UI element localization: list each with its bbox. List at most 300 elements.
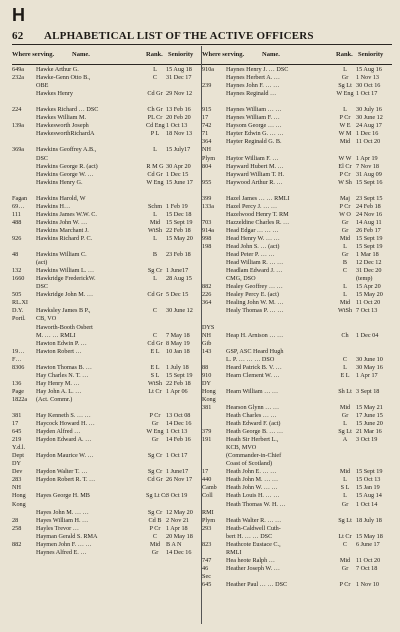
where-cell: RMI: [202, 508, 214, 516]
rank-cell: L: [343, 492, 347, 500]
seniority-cell: 15 May 20: [356, 291, 383, 299]
name-cell: Heather Joseph W. …: [226, 564, 280, 572]
name-cell: Hayes William H. …: [36, 516, 89, 524]
rank-cell: El Cr: [338, 162, 352, 170]
seniority-cell: 30 July 16: [356, 106, 382, 114]
where-cell: 882: [12, 540, 22, 548]
where-cell: NH: [12, 484, 21, 492]
list-row: [202, 251, 392, 259]
where-cell: NH: [202, 146, 211, 154]
seniority-cell: 1 June17: [166, 468, 189, 476]
seniority-cell: 30 May 16: [356, 363, 383, 371]
name-cell: Heath Sir Herbert L.,: [226, 436, 279, 444]
rank-cell: P Cr: [339, 170, 351, 178]
name-cell: Hawksley James B P.,: [36, 307, 91, 315]
name-cell: Hawkins George R. (act): [36, 162, 98, 170]
seniority-cell: B A N: [166, 540, 182, 548]
seniority-cell: 8 May 19: [166, 339, 190, 347]
list-row: [12, 203, 202, 211]
rank-cell: W W: [338, 154, 352, 162]
rank-cell: Sg Cr: [147, 468, 163, 476]
where-cell: 823: [202, 540, 212, 548]
seniority-cell: 20 Feb 20: [166, 114, 191, 122]
rank-cell: Schm: [147, 202, 163, 210]
list-row: [202, 235, 392, 243]
name-cell: Hazelwood Henry T. RM: [226, 210, 289, 218]
seniority-cell: 1 Apr 18: [166, 524, 188, 532]
name-cell: Hay Henry M. …: [36, 379, 80, 387]
seniority-cell: 24 Feb 18: [356, 202, 381, 210]
name-cell: Hawkridge FrederickW.: [36, 275, 96, 283]
seniority-cell: 1 Apr 06: [166, 387, 188, 395]
list-row: [12, 372, 202, 380]
name-cell: Hearson Glynn … …: [226, 403, 280, 411]
where-cell: Portl.: [12, 315, 26, 323]
name-cell: Haysom George … …: [226, 122, 282, 130]
seniority-cell: 13 Oct 08: [166, 412, 191, 420]
where-cell: Plym: [202, 516, 216, 524]
seniority-cell: 20 May 18: [166, 532, 193, 540]
list-row: [12, 74, 202, 82]
col-header-seniority-2: Seniority: [358, 51, 384, 58]
where-cell: 48: [12, 251, 19, 259]
list-row: [202, 227, 392, 235]
name-cell: Headlam Edward J. …: [226, 267, 283, 275]
name-cell: Hawkridge John M. …: [36, 291, 94, 299]
seniority-cell: 15 Aug 16: [356, 66, 382, 73]
list-row: [12, 146, 202, 154]
seniority-cell: 22 Feb 18: [166, 226, 191, 234]
name-cell: Coast of Scotland): [226, 460, 273, 468]
list-row: [12, 509, 202, 517]
list-row: [202, 444, 392, 452]
rank-cell: C: [152, 331, 158, 339]
where-cell: 804: [202, 162, 212, 170]
list-row: [202, 468, 392, 476]
name-cell: Hawton Robert …: [36, 347, 82, 355]
list-row: [12, 283, 202, 291]
seniority-cell: 1 Dec 15: [166, 170, 189, 178]
list-row: [202, 219, 392, 227]
where-cell: 910a: [202, 66, 215, 73]
name-cell: CB, VO: [36, 315, 57, 323]
rank-cell: Mid: [339, 468, 351, 476]
list-row: [12, 275, 202, 283]
list-row: [202, 171, 392, 179]
list-row: [12, 66, 202, 74]
rank-cell: Cd B: [148, 516, 162, 524]
where-cell: Sec: [202, 572, 211, 580]
seniority-cell: 30 Apr 20: [166, 162, 191, 170]
where-cell: 88: [202, 363, 209, 371]
where-cell: 645: [202, 581, 212, 588]
where-cell: 71: [202, 130, 209, 138]
name-cell: DSC: [36, 283, 49, 291]
name-cell: Hawkins Henry G.: [36, 178, 83, 186]
name-cell: Haynes Reginald …: [226, 90, 277, 98]
list-row: [12, 356, 202, 364]
name-cell: Haydon Walter T. …: [36, 468, 88, 476]
where-cell: 440: [202, 476, 212, 484]
name-cell: Healing John W. M. …: [226, 299, 284, 307]
list-row: [12, 452, 202, 460]
seniority-cell: 15 Oct 13: [356, 476, 381, 484]
list-row: [12, 517, 202, 525]
col-header-name-2: Name.: [262, 51, 280, 58]
seniority-cell: 24 Nov 16: [356, 210, 383, 218]
where-cell: 111: [12, 210, 21, 218]
name-cell: Hayter Reginald G. B.: [226, 138, 282, 146]
seniority-cell: 30 June 10: [356, 355, 383, 363]
where-cell: Hong: [12, 492, 26, 500]
list-row: [12, 235, 202, 243]
seniority-cell: (temp): [356, 275, 373, 283]
list-row: [202, 122, 392, 130]
rank-cell: Gr: [341, 500, 349, 508]
seniority-cell: 15 Sept 19: [166, 218, 193, 226]
list-row: [12, 348, 202, 356]
seniority-cell: 15 June 20: [356, 420, 383, 428]
name-cell: Haydon Edward A. …: [36, 436, 92, 444]
rank-cell: L: [343, 363, 347, 371]
where-cell: 364: [202, 299, 212, 307]
seniority-cell: 23 Sept 15: [356, 194, 383, 202]
list-row: [202, 492, 392, 500]
seniority-cell: 1 Oct 17: [166, 452, 188, 460]
seniority-cell: 15 Sept 19: [356, 243, 383, 251]
list-row: [202, 66, 392, 74]
rank-cell: P Cr: [149, 524, 161, 532]
name-cell: Heath John W. … …: [226, 484, 278, 492]
list-row: [202, 163, 392, 171]
where-cell: 649a: [12, 66, 25, 73]
seniority-cell: 11 Oct 20: [356, 299, 381, 307]
where-cell: 219: [12, 436, 22, 444]
rank-cell: Gr: [151, 436, 159, 444]
name-cell: RMLI: [226, 548, 242, 556]
list-row: [12, 364, 202, 372]
rank-cell: A: [342, 436, 348, 444]
where-cell: 136: [12, 379, 22, 387]
seniority-cell: 23 Feb 18: [166, 251, 191, 259]
rank-cell: Cd Gr: [147, 339, 163, 347]
seniority-cell: 21 Mar 16: [356, 428, 382, 436]
rank-cell: Mid: [339, 234, 351, 242]
seniority-cell: 24 Aug 17: [356, 122, 382, 130]
rank-cell: L: [153, 275, 157, 283]
list-row: [202, 179, 392, 187]
name-cell: Head Edgar … … …: [226, 226, 279, 234]
seniority-cell: 31 Dec 20: [356, 267, 382, 275]
where-cell: 17: [202, 468, 209, 476]
name-cell: Hawkins Marchant J.: [36, 226, 89, 234]
rank-cell: Ch Gr: [147, 106, 163, 114]
rank-cell: B: [152, 251, 158, 259]
seniority-cell: 6 June 17: [356, 540, 380, 548]
list-row: [12, 163, 202, 171]
name-cell: Haywood Arthur R. …: [226, 178, 283, 186]
list-row: [202, 501, 392, 509]
list-row: [12, 412, 202, 420]
seniority-cell: 3 Oct 19: [166, 492, 188, 500]
where-cell: 703: [202, 218, 212, 226]
seniority-cell: 12 May 20: [166, 508, 193, 516]
list-row: [12, 332, 202, 340]
list-row: [202, 291, 392, 299]
rank-cell: W Eng: [146, 428, 164, 436]
list-row: [12, 267, 202, 275]
name-cell: Haycock Howard H. …: [36, 420, 95, 428]
rank-cell: P Cr: [339, 202, 351, 210]
seniority-cell: 15 May 20: [166, 234, 193, 242]
list-row: [12, 307, 202, 315]
seniority-cell: 7 May 18: [166, 331, 190, 339]
where-cell: 882: [202, 283, 212, 291]
rank-cell: WtSh: [147, 226, 163, 234]
where-cell: 28: [12, 516, 19, 524]
name-cell: Heath Louis H. … …: [226, 492, 280, 500]
name-cell: Heath John E. … …: [226, 468, 277, 476]
where-cell: DYS: [202, 323, 215, 331]
where-cell: 69…: [12, 202, 25, 210]
name-cell: Head Peter P. … …: [226, 251, 275, 259]
rank-cell: WtSh: [147, 379, 163, 387]
list-row: [202, 541, 392, 549]
name-cell: Hawkins William L. …: [36, 267, 95, 275]
seniority-cell: 1 Oct 14: [356, 500, 378, 508]
where-cell: 1660: [12, 275, 25, 283]
rank-cell: C: [152, 307, 158, 315]
list-row: [12, 484, 202, 492]
rank-cell: Mid: [339, 299, 351, 307]
rank-cell: C: [342, 355, 348, 363]
seniority-cell: 15 Jan 19: [356, 484, 380, 492]
where-cell: 998: [202, 234, 212, 242]
name-cell: Hawkins H…: [36, 202, 71, 210]
where-cell: 645: [12, 428, 22, 436]
name-cell: Heap H. Arnison … …: [226, 331, 284, 339]
where-cell: 914a: [202, 226, 215, 234]
name-cell: GSP, ASC Heard Hugh: [226, 347, 284, 355]
name-cell: Hawkins Harold, W: [36, 194, 86, 202]
rank-cell: P Cr: [339, 114, 351, 122]
rank-cell: C: [342, 540, 348, 548]
list-row: [202, 509, 392, 517]
where-cell: 283: [12, 476, 22, 484]
seniority-cell: 1 Feb 19: [166, 202, 188, 210]
list-row: [202, 356, 392, 364]
rank-cell: L: [343, 476, 347, 484]
rank-cell: E L: [150, 363, 160, 371]
name-cell: Hayles Trevor …: [36, 524, 79, 532]
seniority-cell: 1 Oct 13: [166, 122, 188, 130]
where-cell: Y.d.l.: [12, 444, 26, 452]
list-row: [12, 549, 202, 557]
list-row: [12, 444, 202, 452]
rank-cell: Mid: [339, 403, 351, 411]
where-cell: Gib: [202, 339, 212, 347]
where-cell: Kong: [202, 395, 216, 403]
rank-cell: Sg Lt: [338, 428, 352, 436]
list-row: [12, 179, 202, 187]
seniority-cell: 7 Nov 18: [356, 162, 380, 170]
name-cell: Healey Percy E. (act): [226, 291, 279, 299]
list-row: [202, 315, 392, 323]
where-cell: 926: [12, 234, 22, 242]
list-row: [202, 307, 392, 315]
col-header-name: Name.: [72, 51, 90, 58]
name-cell: (Commander-in-Chief: [226, 452, 282, 460]
rank-cell: W O: [339, 210, 351, 218]
name-cell: Hawton Thomas B. …: [36, 363, 92, 371]
list-row: [12, 428, 202, 436]
where-cell: Plym: [202, 154, 216, 162]
list-row: [12, 187, 202, 195]
name-cell: Hay Charles N. T. …: [36, 371, 89, 379]
list-row: [202, 74, 392, 82]
name-cell: Haynes William F. …: [226, 114, 280, 122]
seniority-cell: 1 Mar 18: [356, 251, 379, 259]
list-row: [202, 404, 392, 412]
rank-cell: Mid: [339, 138, 351, 146]
list-row: [202, 106, 392, 114]
list-row: [202, 364, 392, 372]
where-cell: 224: [12, 106, 22, 114]
rank-cell: Cd Gr: [147, 170, 163, 178]
where-cell: 46: [202, 564, 209, 572]
where-cell: 369a: [12, 146, 25, 154]
list-row: [202, 146, 392, 154]
name-cell: Healy Thomas P. … …: [226, 307, 284, 315]
rank-cell: P L: [150, 130, 160, 138]
rank-cell: Maj: [340, 194, 350, 202]
header-rule: [12, 44, 392, 45]
seniority-cell: 1 Dec 16: [356, 130, 379, 138]
list-row: [202, 372, 392, 380]
list-row: [202, 195, 392, 203]
list-row: [12, 404, 202, 412]
rank-cell: W Sh: [338, 178, 352, 186]
rank-cell: Gr: [341, 564, 349, 572]
list-row: [202, 187, 392, 195]
name-cell: DSC: [36, 154, 49, 162]
list-row: [202, 436, 392, 444]
seniority-cell: 15 May 18: [356, 532, 383, 540]
left-column: [12, 66, 202, 557]
list-row: [12, 468, 202, 476]
seniority-cell: 22 Feb 18: [166, 379, 191, 387]
where-cell: 910: [202, 371, 212, 379]
seniority-cell: 14 Feb 16: [166, 436, 191, 444]
name-cell: bert H. … … DSC: [226, 532, 273, 540]
column-headers: [12, 46, 392, 65]
list-row: [202, 243, 392, 251]
list-row: [202, 517, 392, 525]
name-cell: Heathcote Eustace C.,: [226, 540, 281, 548]
where-cell: Kong: [12, 500, 26, 508]
where-cell: 381: [12, 412, 22, 420]
list-row: [202, 484, 392, 492]
seniority-cell: 10 Jan 18: [166, 347, 190, 355]
list-row: [202, 324, 392, 332]
seniority-cell: 14 Dec 16: [166, 548, 192, 556]
list-row: [202, 581, 392, 589]
name-cell: Haydon Robert R. T. …: [36, 476, 96, 484]
seniority-cell: 13 Feb 16: [166, 106, 191, 114]
list-row: [202, 203, 392, 211]
where-cell: Dept: [12, 452, 25, 460]
name-cell: Head William R. … …: [226, 259, 284, 267]
rank-cell: Mid: [149, 218, 161, 226]
where-cell: 915: [202, 106, 212, 114]
name-cell: Hayman Gerald S. RMA: [36, 532, 98, 540]
rank-cell: E L: [150, 347, 160, 355]
seniority-cell: 2 Nov 21: [166, 516, 190, 524]
col-header-seniority: Seniority: [168, 51, 194, 58]
where-cell: Fagan: [12, 194, 28, 202]
where-cell: 399: [202, 194, 212, 202]
list-row: [202, 259, 392, 267]
rank-cell: Mid: [339, 556, 351, 564]
name-cell: Hayward Hubert M. …: [226, 162, 284, 170]
rank-cell: S L: [150, 371, 160, 379]
seniority-cell: 30 June 12: [166, 307, 193, 315]
rank-cell: S L: [340, 484, 350, 492]
rank-cell: L: [153, 234, 157, 242]
col-header-rank-2: Rank.: [336, 51, 353, 58]
list-row: [202, 283, 392, 291]
rank-cell: Cd Eng: [146, 122, 165, 130]
rank-cell: Sg Lt: [338, 516, 352, 524]
where-cell: Dev: [12, 468, 23, 476]
rank-cell: L: [343, 66, 347, 73]
seniority-cell: 14 Aug 11: [356, 218, 382, 226]
rank-cell: PL Cr: [147, 114, 163, 122]
list-row: [12, 476, 202, 484]
rank-cell: Gr: [341, 226, 349, 234]
seniority-cell: 1 Nov 13: [356, 74, 380, 82]
list-row: [202, 452, 392, 460]
name-cell: KCB, MVO: [226, 444, 257, 452]
name-cell: Haynes Henry J. … DSC: [226, 66, 289, 73]
where-cell: 8306: [12, 363, 25, 371]
list-row: [12, 492, 202, 500]
seniority-cell: 11 Oct 20: [356, 556, 381, 564]
name-cell: Haynes Alfred E. …: [36, 548, 87, 556]
seniority-cell: 31 Aug 09: [356, 170, 382, 178]
where-cell: 364: [202, 138, 212, 146]
section-letter: H: [12, 5, 25, 25]
list-row: [12, 436, 202, 444]
seniority-cell: 26 Nov 17: [166, 476, 193, 484]
rank-cell: Gr: [341, 251, 349, 259]
list-row: [202, 549, 392, 557]
rank-cell: L: [343, 106, 347, 114]
page-number: 62: [12, 30, 24, 42]
rank-cell: WtSh: [337, 307, 353, 315]
seniority-cell: 31 Dec 17: [166, 74, 192, 82]
name-cell: OBE: [36, 82, 49, 90]
rank-cell: Sg Cr: [147, 452, 163, 460]
name-cell: Heath Charles … …: [226, 412, 277, 420]
rank-cell: Ch: [341, 331, 349, 339]
name-cell: Hawkesworth Joseph: [36, 122, 89, 130]
seniority-cell: 12 Dec 12: [356, 259, 382, 267]
list-row: [202, 299, 392, 307]
rank-cell: Sg Lt Cr: [146, 492, 168, 500]
list-row: [202, 412, 392, 420]
rank-cell: C: [152, 74, 158, 82]
